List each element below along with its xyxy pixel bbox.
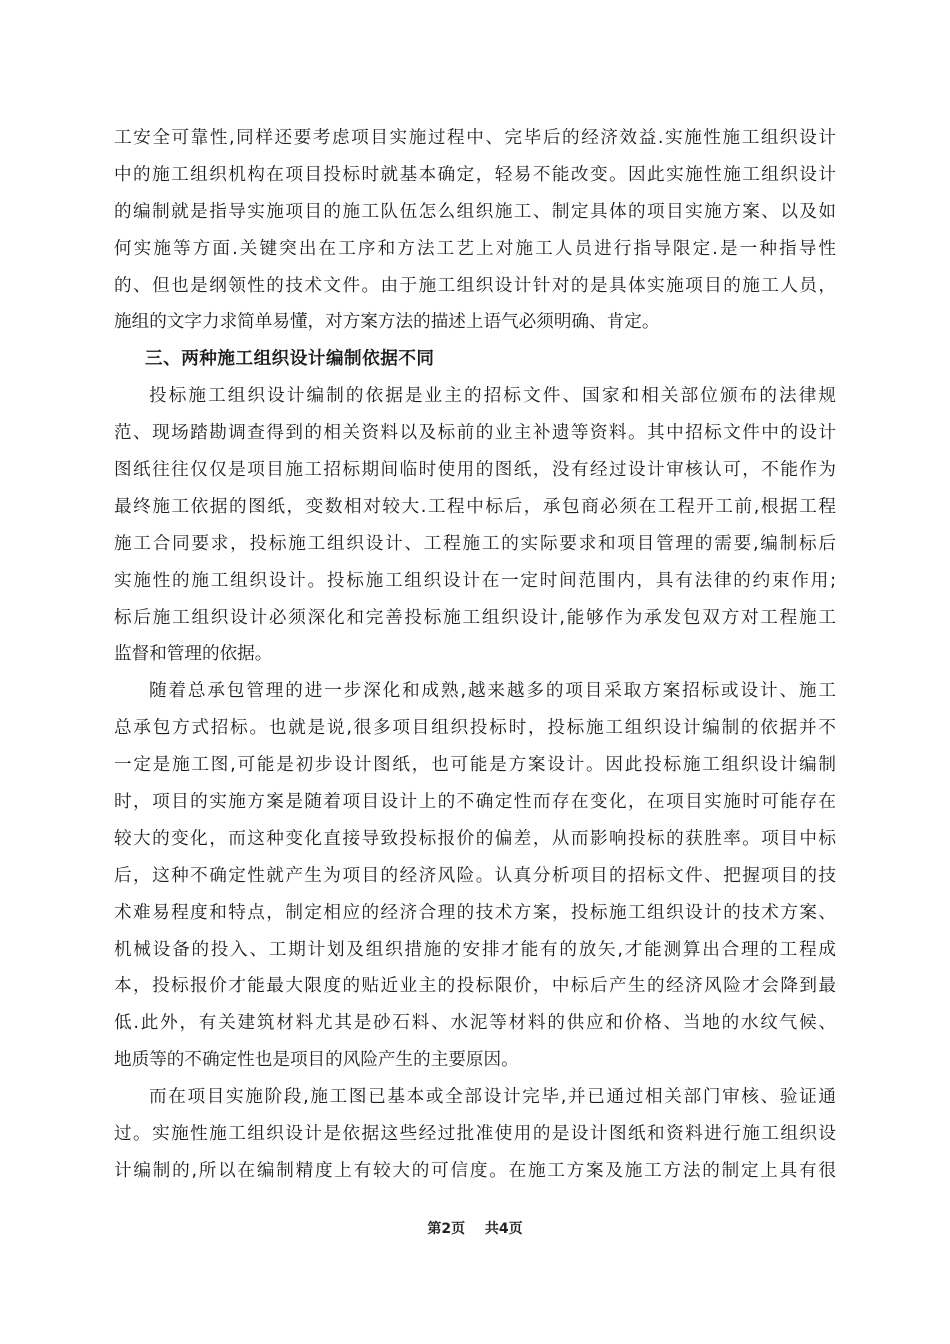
- text-line: 本，投标报价才能最大限度的贴近业主的投标限价，中标后产生的经济风险才会降到最: [114, 976, 836, 997]
- text-line: 何实施等方面.关键突出在工序和方法工艺上对施工人员进行指导限定.是一种指导性: [114, 238, 836, 259]
- text-line: 监督和管理的依据。: [114, 644, 273, 665]
- text-line: 中的施工组织机构在项目投标时就基本确定，轻易不能改变。因此实施性施工组织设计: [114, 164, 836, 185]
- text-line: 一定是施工图,可能是初步设计图纸，也可能是方案设计。因此投标施工组织设计编制: [114, 755, 836, 776]
- text-line: 机械设备的投入、工期计划及组织措施的安排才能有的放矢,才能测算出合理的工程成: [114, 939, 836, 960]
- text-line: 范、现场踏勘调查得到的相关资料以及标前的业主补遗等资料。其中招标文件中的设计: [114, 423, 836, 444]
- paragraph-2: [114, 378, 836, 673]
- text-line: 较大的变化，而这种变化直接导致投标报价的偏差，从而影响投标的获胜率。项目中标: [114, 828, 836, 849]
- text-line: 后，这种不确定性就产生为项目的经济风险。认真分析项目的招标文件、把握项目的技: [114, 865, 836, 886]
- paragraph-4: [114, 1079, 836, 1190]
- text-line: 计编制的,所以在编制精度上有较大的可信度。在施工方案及施工方法的制定上具有很: [114, 1160, 836, 1181]
- paragraph-3: [114, 673, 836, 1079]
- page-number: 第2页: [427, 1221, 466, 1237]
- text-line: 随着总承包管理的进一步深化和成熟,越来越多的项目采取方案招标或设计、施工: [149, 681, 836, 702]
- text-line: 时，项目的实施方案是随着项目设计上的不确定性而存在变化，在项目实施时可能存在: [114, 792, 836, 813]
- text-line: 施工合同要求，投标施工组织设计、工程施工的实际要求和项目管理的需要,编制标后: [114, 533, 836, 554]
- text-line: 实施性的施工组织设计。投标施工组织设计在一定时间范围内，具有法律的约束作用;: [114, 570, 836, 591]
- text-line: 低.此外，有关建筑材料尤其是砂石料、水泥等材料的供应和价格、当地的水纹气候、: [114, 1013, 836, 1034]
- text-line: 的编制就是指导实施项目的施工队伍怎么组织施工、制定具体的项目实施方案、以及如: [114, 201, 836, 222]
- text-line: 标后施工组织设计必须深化和完善投标施工组织设计,能够作为承发包双方对工程施工: [114, 607, 836, 628]
- text-line: 总承包方式招标。也就是说,很多项目组织投标时，投标施工组织设计编制的依据并不: [114, 718, 836, 739]
- paragraph-1: [114, 120, 836, 341]
- page-footer: [0, 1218, 950, 1238]
- section-heading: 三、两种施工组织设计编制依据不同: [145, 349, 435, 370]
- text-line: 地质等的不确定性也是项目的风险产生的主要原因。: [114, 1050, 519, 1071]
- text-line: 术难易程度和特点，制定相应的经济合理的技术方案，投标施工组织设计的技术方案、: [114, 902, 836, 923]
- text-line: 工安全可靠性,同样还要考虑项目实施过程中、完毕后的经济效益.实施性施工组织设计: [114, 128, 836, 148]
- text-line: 的、但也是纲领性的技术文件。由于施工组织设计针对的是具体实施项目的施工人员，: [114, 275, 836, 296]
- text-line: 施组的文字力求简单易懂，对方案方法的描述上语气必须明确、肯定。: [114, 312, 660, 333]
- text-line: 最终施工依据的图纸，变数相对较大.工程中标后，承包商必须在工程开工前,根据工程: [114, 496, 836, 517]
- text-line: 图纸往往仅仅是项目施工招标期间临时使用的图纸，没有经过设计审核认可，不能作为: [114, 460, 836, 481]
- text-line: 投标施工组织设计编制的依据是业主的招标文件、国家和相关部位颁布的法律规: [149, 386, 836, 407]
- document-body: [114, 120, 836, 1190]
- page-total: 共4页: [484, 1221, 523, 1237]
- text-line: 过。实施性施工组织设计是依据这些经过批准使用的是设计图纸和资料进行施工组织设: [114, 1124, 836, 1145]
- text-line: 而在项目实施阶段,施工图已基本或全部设计完毕,并已通过相关部门审核、验证通: [149, 1087, 836, 1108]
